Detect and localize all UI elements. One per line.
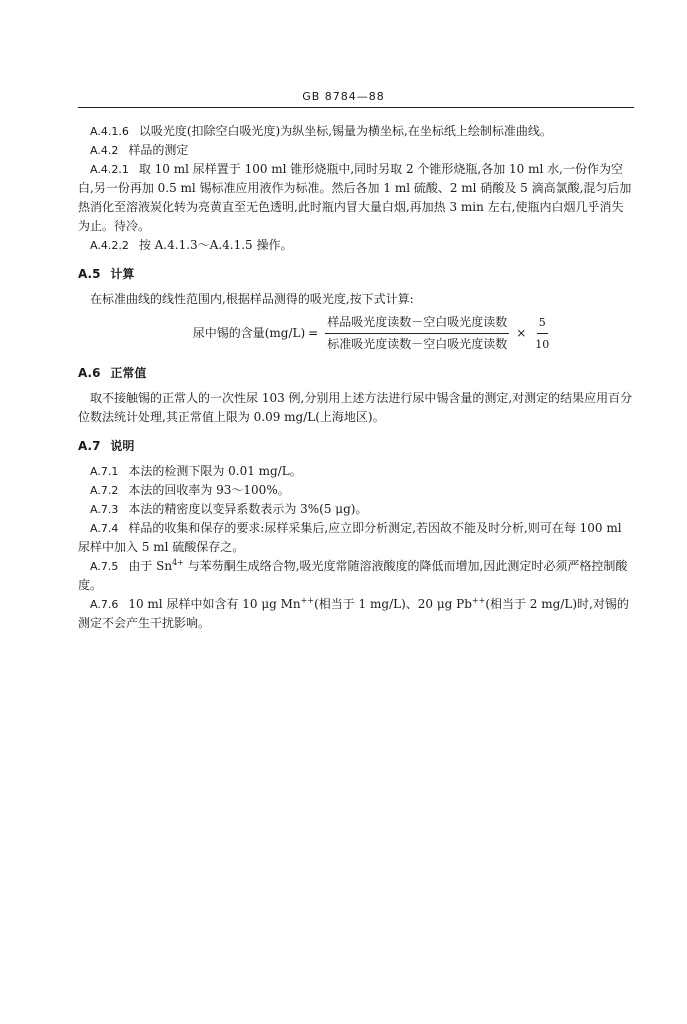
- note-number: A.7.4: [90, 522, 119, 535]
- superscript-charge: ++: [471, 596, 486, 605]
- clause-text: 按 A.4.1.3～A.4.1.5 操作。: [138, 238, 293, 252]
- section-number: A.6: [78, 366, 101, 380]
- section-title: 说明: [110, 439, 135, 453]
- clause-heading: 样品的测定: [128, 143, 189, 157]
- formula-numerator: 样品吸光度读数－空白吸光度读数: [325, 313, 509, 334]
- note-number: A.7.2: [90, 484, 119, 497]
- note-text: 本法的精密度以变异系数表示为 3%(5 μg)。: [128, 502, 368, 516]
- section-a7: [78, 437, 634, 456]
- page-header: GB 8784—88: [302, 90, 385, 103]
- clause-text: 取 10 ml 尿样置于 100 ml 锥形烧瓶中,同时另取 2 个锥形烧瓶,各加 10 ml 水,一份作为空白,另一份再加 0.5 ml 锡标准应用液作为标准。然后各加 1 ml 硫酸、2 ml 硝酸及 5 滴高氯酸,混匀后加热消化至溶液炭化转为亮黄直至无色透明,此时瓶内冒大量白烟,再加热 3 min 左右,使瓶内白烟几乎消失为止。待冷。: [78, 162, 632, 233]
- header-rule: [78, 107, 634, 108]
- note-text-pre: 10 ml 尿样中如含有 10 μg Mn: [128, 597, 301, 611]
- section-a5: [78, 265, 634, 284]
- clause-a421: [78, 160, 634, 236]
- formula-lhs: 尿中锡的含量(mg/L): [192, 326, 306, 340]
- factor-denominator: 10: [535, 338, 550, 351]
- note-a76: [78, 595, 634, 633]
- document-body: [78, 122, 634, 633]
- section-title: 计算: [110, 267, 135, 281]
- clause-a422: [78, 236, 634, 255]
- section-a6: [78, 364, 634, 383]
- note-number: A.7.6: [90, 598, 119, 611]
- note-text-pre: 由于 Sn: [128, 559, 173, 573]
- calc-formula: [114, 313, 634, 354]
- calc-intro: 在标准曲线的线性范围内,根据样品测得的吸光度,按下式计算:: [90, 292, 414, 306]
- note-a71: [78, 462, 634, 481]
- clause-number: A.4.1.6: [90, 125, 129, 138]
- note-text: 样品的收集和保存的要求:尿样采集后,应立即分析测定,若因故不能及时分析,则可在每 100 ml 尿样中加入 5 ml 硫酸保存之。: [78, 521, 622, 554]
- formula-times: ×: [516, 326, 527, 340]
- clause-number: A.4.2.2: [90, 239, 129, 252]
- note-number: A.7.3: [90, 503, 119, 516]
- note-text: (相当于 2 mg/L)时,对锡的测定不会产生干扰影响。: [78, 597, 629, 630]
- normal-value-text: 取不接触锡的正常人的一次性尿 103 例,分别用上述方法进行尿中锡含量的测定,对测定的结果应用百分位数法统计处理,其正常值上限为 0.09 mg/L(上海地区)。: [78, 391, 633, 424]
- section-title: 正常值: [110, 366, 147, 380]
- section-number: A.5: [78, 267, 101, 281]
- note-text: 本法的回收率为 93～100%。: [128, 483, 290, 497]
- formula-factor-fraction: [533, 313, 551, 354]
- note-text-mid: (相当于 1 mg/L)、20 μg Pb: [314, 597, 472, 611]
- note-text: 本法的检测下限为 0.01 mg/L。: [128, 464, 302, 478]
- superscript-charge: ++: [300, 596, 315, 605]
- section-number: A.7: [78, 439, 101, 453]
- superscript-charge: 4+: [172, 558, 184, 567]
- note-number: A.7.1: [90, 465, 119, 478]
- note-a73: [78, 500, 634, 519]
- clause-a416: [78, 122, 634, 141]
- note-text: 与苯芴酮生成络合物,吸光度常随溶液酸度的降低而增加,因此测定时必须严格控制酸度。: [78, 559, 628, 592]
- formula-equals: =: [308, 326, 319, 340]
- note-number: A.7.5: [90, 560, 119, 573]
- clause-a42: [78, 141, 634, 160]
- formula-main-fraction: [325, 313, 509, 354]
- factor-numerator: 5: [537, 313, 548, 334]
- clause-number: A.4.2.1: [90, 163, 129, 176]
- formula-denominator: 标准吸光度读数－空白吸光度读数: [327, 337, 508, 351]
- clause-text: 以吸光度(扣除空白吸光度)为纵坐标,锡量为横坐标,在坐标纸上绘制标准曲线。: [138, 124, 552, 138]
- note-a75: [78, 557, 634, 595]
- note-a72: [78, 481, 634, 500]
- note-a74: [78, 519, 634, 557]
- clause-number: A.4.2: [90, 144, 119, 157]
